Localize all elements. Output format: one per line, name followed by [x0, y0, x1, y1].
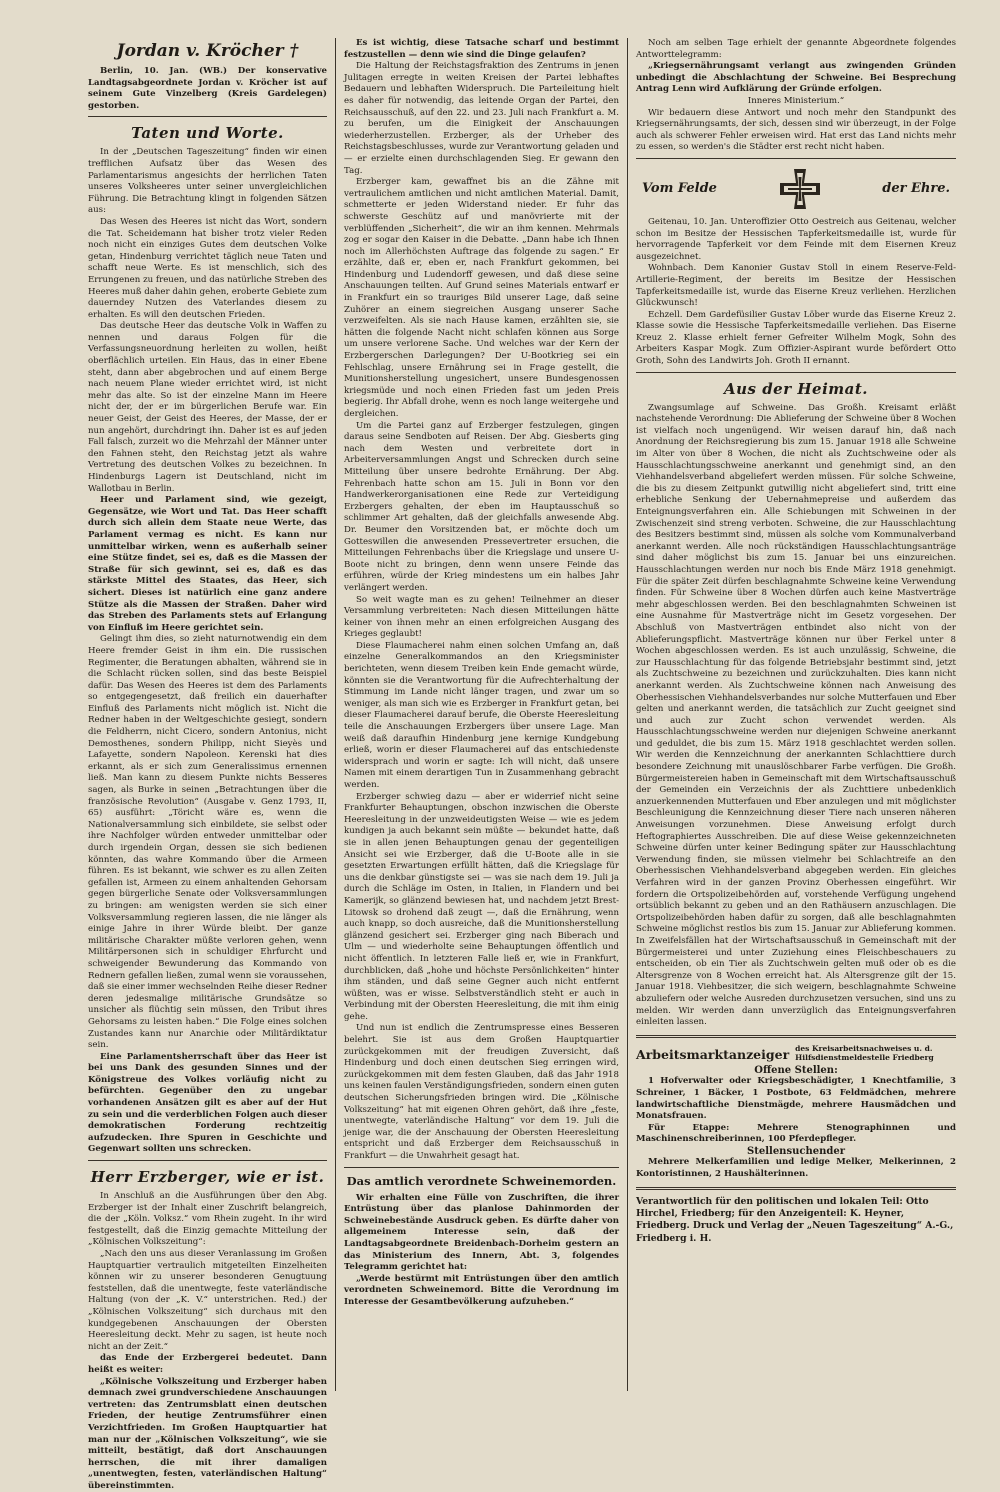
- telegram-paragraph: „Kriegsernährungsamt verlangt aus zwingenden Gründen unbedingt die Abschlachtung der Schweine. Bei Besprechung Antrag Lenn wird Aufklärung der Gründe erfolgen.: [636, 61, 956, 95]
- arbeitsmarkt-header: [636, 1044, 956, 1062]
- article-paragraph: Erzberger schwieg dazu — aber er widerrief nicht seine Frankfurter Behauptungen, obschon inzwischen die Oberste Heeresleitung in der unzweideutigsten Weise — wie es jedem kundigen ja auch bekannt sein müßte — bekundet hatte, daß sie in allen jenen Behauptungen genau der gegenteiligen Ansicht sei wie Erzberger, daß die U-Boote alle in sie gesetzten Erwartungen erfüllt hätten, daß die Kriegslage für uns die denkbar günstigste sei — was sie nach dem 19. Juli ja durch die Schläge im Osten, in Italien, in Flandern und bei Kamerijk, so glänzend bewiesen hat, und nachdem jetzt Brest-Litowsk so drohend daß zeugt —, daß die Ernährung, wenn auch knapp, so doch ausreiche, daß die Munitionsherstellung glänzend gesichert sei. Erzberger ging nach Biberach und Ulm — und wiederholte seine Behauptungen öffentlich und nicht öffentlich. In letzteren Falle ließ er, wie in Frankfurt, durchblicken, daß „hohe und höchste Persönlichkeiten“ hinter ihm ständen, und daß seine Gegner auch nicht entfernt wüßten, was er wisse. Selbstverständlich steht er auch in Verbindung mit der Obersten Heeresleitung, die mit ihm einig gehe.: [344, 791, 619, 1022]
- arbeitsmarkt-sub-2: Hilfsdienstmeldestelle Friedberg: [795, 1052, 934, 1062]
- divider: [636, 1035, 956, 1038]
- feld-paragraph: Geitenau, 10. Jan. Unteroffizier Otto Oestreich aus Geitenau, welcher schon im Besitze der Hessischen Tapferkeitsmedaille ist, wurde für hervorragende Tapferkeit vor dem Feinde mit dem Eisernen Kreuz ausgezeichnet.: [636, 216, 956, 262]
- arbeitsmarkt-sub-1: des Kreisarbeitsnachweises u. d.: [795, 1043, 933, 1053]
- erzberger-paragraph: In Anschluß an die Ausführungen über den Abg. Erzberger ist der Inhalt einer Zuschrift belangreich, die der „Köln. Volksz.“ vom Rhein zugeht. In ihr wird festgestellt, daß die Einzig gemachte Mitteilung der „Kölnischen Volkszeitung“:: [88, 1191, 327, 1248]
- feld-headline-right: der Ehre.: [882, 181, 950, 197]
- schweinemorden-headline: Das amtlich verordnete Schweinemorden.: [346, 1173, 617, 1188]
- offene-stellen-text: 1 Hofverwalter oder Kriegsbeschädigter, 1 Knechtfamilie, 3 Schreiner, 1 Bäcker, 1 Postbote, 63 Feldmädchen, mehrere landwirtschaftliche Dienstmägde, mehrere Hausmädchen und Monatsfrauen.: [636, 1076, 956, 1122]
- taten-paragraph: In der „Deutschen Tageszeitung“ finden wir einen trefflichen Aufsatz über das Wesen des Parlamentarismus angesichts der herrlichen Taten unseres Volksheeres unter seiner unvergleichlichen Führung. Die Betrachtung klingt in folgenden Sätzen aus:: [88, 147, 327, 216]
- offene-stellen-heading: Offene Stellen:: [754, 1064, 838, 1076]
- arbeitsmarkt-title: Arbeitsmarktanzeiger: [636, 1046, 790, 1062]
- article-paragraph: Um die Partei ganz auf Erzberger festzulegen, gingen daraus seine Sendboten auf Reisen. Der Abg. Giesberts ging nach dem Westen und verbreitete dort in Arbeiterversammlungen Angst und Schrecken durch seine Mitteilung über unsere bedrohte Ernährung. Der Abg. Fehrenbach hatte schon am 15. Juli in Bonn vor den Handwerkerorganisationen eine Rede zur Verteidigung Erzbergers gehalten, der eben im Hauptausschuß so schlimmer Art gehalten, daß der gleichfalls anwesende Abg. Dr. Beumer den Vorsitzenden bat, er möchte doch um Gotteswillen die anwesenden Pressevertreter ersuchen, die Mitteilungen Fehrenbachs über die Kriegslage und unsere U-Boote nicht zu bringen, denn wenn unsere Feinde das erführen, würde der Krieg mindestens um ein halbes Jahr verlängert werden.: [344, 420, 619, 593]
- column-2: [336, 38, 628, 1391]
- article-paragraph: So weit wagte man es zu gehen! Teilnehmer an dieser Versammlung verbreiteten: Nach diesen Mitteilungen hätte keiner von ihnen mehr an einen erfolgreichen Ausgang des Krieges geglaubt!: [344, 594, 619, 640]
- article-paragraph: Es ist wichtig, diese Tatsache scharf und bestimmt festzustellen — denn wie sind die Dinge gelaufen?: [344, 38, 619, 60]
- erzberger-headline: Herr Erzberger, wie er ist.: [90, 1168, 325, 1187]
- schweinemorden-paragraph: Wir erhalten eine Fülle von Zuschriften, die ihrer Entrüstung über das planlose Dahinmorden der Schweinebestände Ausdruck geben. Es dürfte daher von allgemeinem Interesse sein, daß der Landtagsabgeordnete Breidenbach-Dorheim gestern an das Ministerium des Innern, Abt. 3, folgendes Telegramm gerichtet hat:: [344, 1192, 619, 1273]
- divider: [636, 158, 956, 159]
- imprint-text: Verantwortlich für den politischen und lokalen Teil: Otto Hirchel, Friedberg; für den Anzeigenteil: K. Heyner, Friedberg. Druck und Verlag der „Neuen Tageszeitung“ A.-G., Friedberg i. H.: [636, 1195, 954, 1244]
- telegram-paragraph: Wir bedauern diese Antwort und noch mehr den Standpunkt des Kriegsernährungsamts, der sich, dessen sind wir überzeugt, in der Folge auch als schwerer Fehler erweisen wird. Hat erst das Land nichts mehr zu essen, so werden's die Städter erst recht nicht haben.: [636, 107, 956, 153]
- column-1: [88, 38, 336, 1491]
- feld-paragraph: Echzell. Dem Gardefüsilier Gustav Löber wurde das Eiserne Kreuz 2. Klasse sowie die Hessische Tapferkeitsmedaille verliehen. Das Eiserne Kreuz 2. Klasse erhielt ferner Gefreiter Wilhelm Mogk, Sohn des Arbeiters Kaspar Mogk. Zum Offizier-Aspirant wurde befördert Otto Groth, Sohn des Landwirts Joh. Groth II ernannt.: [636, 309, 956, 367]
- column-3: [628, 38, 956, 1391]
- divider: [636, 1187, 956, 1190]
- obituary-title: Jordan v. Kröcher †: [116, 41, 299, 61]
- erzberger-paragraph: „Nach den uns aus dieser Veranlassung im Großen Hauptquartier vertraulich mitgeteilten Einzelheiten können wir zu unserer besonderen Genugtuung feststellen, daß die unentwegte, feste vaterländische Haltung (von der „K. V.“ unterstrichen. Red.) der „Kölnischen Volkszeitung“ sich durchaus mit den kundgegebenen Anschauungen der Obersten Heeresleitung deckt. Mehr zu sagen, ist heute noch nicht an der Zeit.“: [88, 1249, 327, 1352]
- feld-paragraph: Wohnbach. Dem Kanonier Gustav Stoll in einem Reserve-Feld-Artillerie-Regiment, der bereits im Besitze der Hessischen Tapferkeitsmedaille ist, wurde das Eiserne Kreuz verliehen. Herzlichen Glückwunsch!: [636, 263, 956, 309]
- heimat-headline: Aus der Heimat.: [723, 379, 869, 398]
- erzberger-paragraph: „Kölnische Volkszeitung und Erzberger haben demnach zwei grundverschiedene Anschauungen vertreten: das Zentrumsblatt einen deutschen Frieden, der heutige Zentrumsführer einen Verzichtfrieden. Im Großen Hauptquartier hat man nur der „Kölnischen Volkszeitung“, wie sie mitteilt, bestätigt, daß dort Anschauungen herrschen, die mit ihrer damaligen „unentwegten, festen, vaterländischen Haltung“ übereinstimmten.: [88, 1376, 327, 1491]
- divider: [88, 1160, 327, 1161]
- taten-paragraph: Das Wesen des Heeres ist nicht das Wort, sondern die Tat. Scheidemann hat bisher trotz vieler Reden noch nicht ein einziges Gutes dem deutschen Volke getan, Hindenburg verrichtet täglich neue Taten und schafft neue Werte. Es ist menschlich, sich des Errungenen zu freuen, und das natürliche Streben des Heeres muß daher dahin gehen, eroberte Gebiete zum dauerndey Nutzen des Vaterlandes diesem zu erhalten. Es will den deutschen Frieden.: [88, 216, 327, 320]
- taten-headline: Taten und Worte.: [131, 124, 284, 143]
- arbeitsmarkt-subtitle: [795, 1044, 934, 1062]
- erzberger-paragraph: das Ende der Erzbergerei bedeutet. Dann heißt es weiter:: [88, 1353, 327, 1375]
- iron-cross-icon: [778, 167, 822, 211]
- feld-der-ehre-header: [636, 167, 956, 211]
- taten-paragraph: Gelingt ihm dies, so zieht naturnotwendig ein dem Heere fremder Geist in ihm ein. Die russischen Regimenter, die Beratungen abhalten, während sie in die Schlacht rücken sollen, sind das beste Beispiel dafür. Das Wesen des Heeres ist dem des Parlaments so entgegengesetzt, daß freilich ein dauerhafter Einfluß des Parlaments nicht möglich ist. Nicht die Redner haben in der Weltgeschichte gesiegt, sondern die Feldherrn, nicht Cicero, sondern Antonius, nicht Demosthenes, sondern Philipp, nicht Sieyès und Lafayette, sondern Napoleon. Kerenski hat dies erkannt, als er sich zum Generalissimus ernennen ließ. Man kann zu diesem Punkte nichts Besseres sagen, als Burke in seinen „Betrachtungen über die französische Revolution“ (Ausgabe v. Genz 1793, II, 65) ausführt: „Töricht wäre es, wenn die Nationalversammlung sich einbildete, sie selbst oder ihre Nachfolger würden entweder unmittelbar oder durch irgendein Organ, dessen sie sich bedienen könnten, das wahre Kommando über die Armeen führen. Es ist bekannt, wie schwer es zu allen Zeiten gefallen ist, Armeen zu einem anhaltenden Gehorsam gegen bürgerliche Senate oder Volksversammlungen zu bringen: am wenigsten werden sie sich einer Volksversammlung regieren lassen, die nie länger als einige Jahre in ihrer Würde bleibt. Der ganze militärische Charakter müßte verloren gehen, wenn Militärpersonen sich in schuldiger Ehrfurcht und schweigender Bewunderung das Kommando von Rednern gefallen ließen, zumal wenn sie voraussehen, daß sie einer immer wechselnden Reihe dieser Redner deren jedesmalige militärische Grundsätze so unsicher als flüchtig sein müssen, den Tribut ihres Gehorsams zu leisten haben.“ Die Folge eines solchen Zustandes kann nur Anarchie oder Militärdiktatur sein.: [88, 634, 327, 1051]
- heimat-paragraph: Zwangsumlage auf Schweine. Das Großh. Kreisamt erläßt nachstehende Verordnung: Die Ablieferung der Schweine über 8 Wochen ist vielfach noch ungenügend. Wir weisen darauf hin, daß nach Anordnung der Reichsregierung bis zum 15. Januar 1918 alle Schweine im Alter von über 8 Wochen, die nicht als Zuchtschweine oder als Hausschlachtungsschweine anerkannt und genehmigt sind, an den Viehhandelsverband abgeliefert werden müssen. Für solche Schweine, die bis zu diesem Zeitpunkt gutwillig nicht abgeliefert sind, tritt eine erhebliche Senkung der Uebernahmepreise und außerdem das Enteignungsverfahren ein. Alle Schiebungen mit Schweinen in der Zwischenzeit sind streng verboten. Schweine, die zur Hausschlachtung des Besitzers bestimmt sind, müssen als solche vom Kommunalverband anerkannt werden. Alle noch rückständigen Hausschlachtungsanträge sind daher möglichst bis zum 15. Januar bei uns einzureichen. Hausschlachtungen werden nur noch bis Ende März 1918 genehmigt. Für die später Zeit dürfen beschlagnahmte Schweine keine Verwendung finden. Für Schweine über 8 Wochen dürfen auch keine Mastverträge mehr abgeschlossen werden. Bei den beschlagnahmten Schweinen ist eine Ausnahme für Mastverträge nicht im Gesetz vorgesehen. Der Abschluß von Mastverträgen entbindet also nicht von der Ablieferungspflicht. Mastverträge können nur über Ferkel unter 8 Wochen abgeschlossen werden. Es ist auch unzulässig, Schweine, die zur Hausschlachtung für das folgende Betriebsjahr bestimmt sind, jetzt als Zuchtschweine zu bezeichnen und zurückzuhalten. Dies kann nicht anerkannt werden. Als Zuchtschweine können nach Anweisung des Oberhessischen Viehhandelsverbandes nur solche Mutterfauen und Eber gelten und anerkannt werden, die tatsächlich zur Zucht geeignet sind und auch zur Zucht schon verwendet werden. Als Hausschlachtungsschweine werden nur diejenigen Schweine anerkannt und geduldet, die bis zum 15. März 1918 geschlachtet werden sollen. Wir werden die Kennzeichnung der anerkannten Schlachttiere durch besondere Zeichnung mit unauslöschbarer Farbe verfügen. Die Großh. Bürgermeistereien haben in Gemeinschaft mit dem Wirtschaftsausschuß der Gemeinden ein Verzeichnis der als Zuchttiere unbedenklich anzuerkennenden Mutterfauen und Eber anzulegen und mit möglichster Beschleunigung die Kennzeichnung dieser Tiere nach unseren näheren Anweisungen vorzunehmen. Diese Anweisung erfolgt durch Heftographiertes Ausschreiben. Die auf diese Weise gekennzeichneten Schweine dürfen unter keiner Bedingung später zur Hausschlachtung Verwendung finden, sie müssen vielmehr bei Schlachtreife an den Oberhessischen Viehhandelsverband abgegeben werden. Ein gleiches Verfahren wird in der ganzen Provinz Oberhessen eingeführt. Wir fordern die Ortspolizeibehörden auf, vorstehende Verfügung ungehend ortsüblich bekannt zu geben und an den Rathäusern anzuschlagen. Die Ortspolizeibehörden haben dafür zu sorgen, daß alle beschlagnahmten Schweine möglichst restlos bis zum 15. Januar zur Ablieferung kommen. In Zweifelsfällen hat der Wirtschaftsausschuß in Gemeinschaft mit der Bürgermeisterei und unter Zuziehung eines Fleischbeschauers zu entscheiden, ob ein Tier als Zuchtschwein gelten muß oder ob es die Altersgrenze von 8 Wochen erreicht hat. Als Altersgrenze gilt der 15. Januar 1918. Viehbesitzer, die sich weigern, beschlagnahmte Schweine abzuliefern oder welche Ausreden durchzusetzen versuchen, sind uns zu melden. Wir werden dann unverzüglich das Enteignungsverfahren einleiten lassen.: [636, 402, 956, 1028]
- taten-paragraph: Heer und Parlament sind, wie gezeigt, Gegensätze, wie Wort und Tat. Das Heer schafft durch sich allein dem Staate neue Werte, das Parlament vermag es nicht. Es kann nur unmittelbar wirken, wenn es außerhalb seiner eine Stütze findet, sei es, daß es die Massen der Straße für sich gewinnt, sei es, daß es das stärkste Mittel des Staates, das Heer, sich sichert. Dieses ist natürlich eine ganz andere Stütze als die Massen der Straßen. Daher wird das Streben des Parlaments stets auf Erlangung von Einfluß im Heere gerichtet sein.: [88, 495, 327, 633]
- divider: [344, 1167, 619, 1168]
- schweinemorden-paragraph: „Werde bestürmt mit Entrüstungen über den amtlich verordneten Schweinemord. Bitte die Verordnung im Interesse der Gesamtbevölkerung aufzuheben.“: [344, 1273, 619, 1307]
- taten-paragraph: Das deutsche Heer das deutsche Volk in Waffen zu nennen und daraus Folgen für die Verfassungsneuordnung herleiten zu wollen, heißt oberflächlich urteilen. Ein Haus, das in einer Ebene steht, dann aber abgebrochen und auf einem Berge nach neuem Plane wieder errichtet wird, ist nicht mehr das alte. So ist der einzelne Mann im Heere nicht der, der er im bürgerlichen Berufe war. Ein neuer Geist, der Geist des Heeres, der Masse, der er nun angehört, durchdringt ihn. Daher ist es auf jeden Fall falsch, zurzeit wo die Mehrzahl der Männer unter den Fahnen steht, den Reichstag jetzt als wahre Vertretung des deutschen Volkes zu bezeichnen. In Hindenburgs Lagern ist Deutschland, nicht im Wallotbau in Berlin.: [88, 321, 327, 494]
- telegram-paragraph: Noch am selben Tage erhielt der genannte Abgeordnete folgendes Antworttelegramm:: [636, 38, 956, 60]
- divider: [88, 116, 327, 117]
- stellensuchende-text: Mehrere Melkerfamilien und ledige Melker, Melkerinnen, 2 Kontoristinnen, 2 Haushälterinnen.: [636, 1157, 956, 1180]
- article-paragraph: Die Haltung der Reichstagsfraktion des Zentrums in jenen Julitagen erregte in weiten Kreisen der Partei lebhaftes Bedauern und lebhaften Widerspruch. Die Parteileitung hielt es daher für notwendig, das leitende Organ der Partei, den Reichsausschuß, auf den 22. und 23. Juli nach Frankfurt a. M. zu berufen, um die Einigkeit der Anschauungen wiederherzustellen. Erzberger, als der Urheber des Reichstagsbeschlusses, wurde zur Verantwortung geladen und — er erzielte einen durchschlagenden Sieg. Er gewann den Tag.: [344, 61, 619, 176]
- divider: [636, 372, 956, 373]
- article-paragraph: Diese Flaumacherei nahm einen solchen Umfang an, daß einzelne Generalkommandos an den Kriegsminister berichteten, wenn diesem Treiben kein Ende gemacht würde, könnten sie die Verantwortung für die Aufrechterhaltung der Stimmung im Lande nicht länger tragen, und zwar um so weniger, als man sich wie es Erzberger in Frankfurt getan, bei dieser Flaumacherei darauf berufe, die Oberste Heeresleitung teile die Anschauungen Erzbergers über unsere Lage. Man weiß daß daraufhin Hindenburg jene kernige Kundgebung erließ, worin er dieser Flaumacherei auf das entschiedenste widersprach und worin er sagte: Ich will nicht, daß unsere Namen mit einem derartigen Tun in Zusammenhang gebracht werden.: [344, 640, 619, 790]
- article-paragraph: Erzberger kam, gewaffnet bis an die Zähne mit vertraulichem amtlichen und nicht amtlichen Material. Damit, schmetterte er jeden Widerstand nieder. Er fuhr das schwerste Geschütz auf und manövrierte mit der verblüffenden „Sicherheit“, die wir an ihm kennen. Mehrmals zog er sogar den Kaiser in die Debatte. „Dann habe ich Ihnen noch im Allerhöchsten Auftrage das folgende zu sagen.“ Er erzählte, daß er, eben er, nach Frankfurt gekommen, bei Hindenburg und Ludendorff gewesen, und daß diese seine Anschauungen teilten. Auf Grund seines Materials entwarf er in Frankfurt ein so trauriges Bild unserer Lage, daß seine Zuhörer an einem siegreichen Ausgang unserer Sache verzweifelten. Als sie nach Hause kamen, erzählten sie, sie hätten die folgende Nacht nicht schlafen können aus Sorge um unsere verlorene Sache. Und welches war der Kern der Erzbergerschen Darlegungen? Der U-Bootkrieg sei ein Fehlschlag, unsere Ernährung sei in Frage gestellt, die Munitionsherstellung ungesichert, unsere Bundesgenossen kriegsmüde und noch einen Frieden fast um jeden Preis begierig. Ihr Abfall drohe, wenn es noch lange weitergehe und dergleichen.: [344, 177, 619, 419]
- telegram-signature: Inneres Ministerium.“: [747, 95, 845, 106]
- feld-headline-left: Vom Felde: [642, 181, 717, 197]
- imprint: [636, 1196, 956, 1246]
- obituary-text: Berlin, 10. Jan. (WB.) Der konservative Landtagsabgeordnete Jordan v. Kröcher ist auf seinem Gute Vinzelberg (Kreis Gardelegen) gestorben.: [88, 66, 327, 111]
- stellensuchende-heading: Stellensuchender: [747, 1145, 845, 1157]
- etappe-text: Für Etappe: Mehrere Stenographinnen und Maschinenschreiberinnen, 100 Pferdepfleger.: [636, 1122, 956, 1145]
- taten-paragraph: Eine Parlamentsherrschaft über das Heer ist bei uns Dank des gesunden Sinnes und der Königstreue des Volkes vorläufig nicht zu befürchten. Gegenüber den zu ungebar vorhandenen Ansätzen gilt es aber auf der Hut zu sein und die verderblichen Folgen auch dieser demokratischen Forderung rechtzeitig aufzudecken. Ihre Spuren in Geschichte und Gegenwart sollten uns schrecken.: [88, 1051, 327, 1155]
- article-paragraph: Und nun ist endlich die Zentrumspresse eines Besseren belehrt. Sie ist aus dem Großen Hauptquartier zurückgekommen mit der freudigen Zuversicht, daß Hindenburg und doch einen deutschen Sieg erringen wird, zurückgekommen mit dem festen Glauben, daß das Jahr 1918 uns keinen faulen Verständigungsfrieden, sondern einen guten deutschen Sicherungsfrieden bringen wird. Die „Kölnische Volkszeitung“ hat mit eigenen Ohren gehört, daß ihre „feste, unentwegte, vaterländische Haltung“ vor dem 19. Juli die jenige war, die der Anschauung der Obersten Heeresleitung entspricht und daß Erzberger dem Reichsausschuß in Frankfurt — die Unwahrheit gesagt hat.: [344, 1023, 619, 1161]
